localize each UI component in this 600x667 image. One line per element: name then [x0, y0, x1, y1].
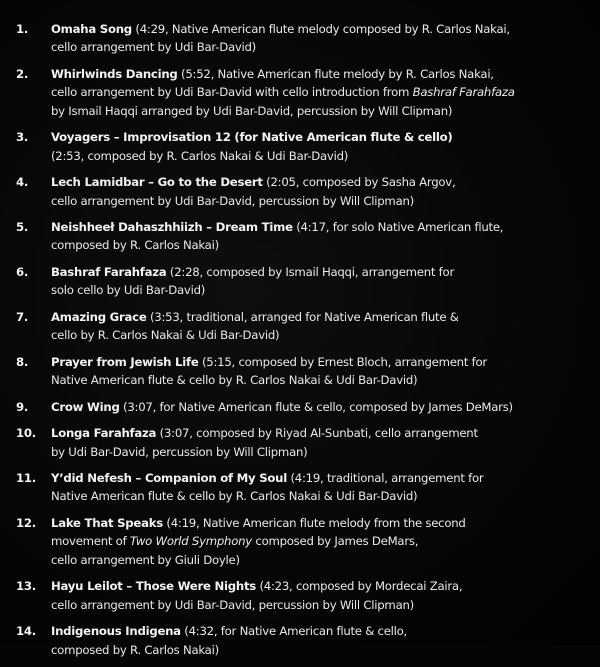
track-title: Lake That Speaks	[51, 515, 163, 530]
track-list	[16, 20, 586, 667]
track-text-line	[51, 128, 586, 146]
track-title: Voyagers – Improvisation 12 (for Native American flute & cello)	[51, 130, 453, 145]
track-item	[16, 353, 586, 390]
track-text-line	[51, 424, 586, 442]
track-details: (4:32, for Native American flute & cello,	[180, 624, 408, 639]
track-details: cello arrangement by Udi Bar-David, percussion by Will Clipman)	[51, 193, 414, 208]
work-title-italic: Bashraf Farahfaza	[412, 85, 515, 100]
track-details: (3:07, composed by Riyad Al-Sunbati, cello arrangement	[156, 426, 478, 441]
track-details: (3:53, traditional, arranged for Native American flute &	[146, 309, 459, 324]
track-number: 12.	[16, 515, 36, 530]
track-text-line	[51, 218, 586, 236]
track-number: 9.	[16, 399, 29, 414]
track-text-line	[51, 398, 586, 416]
track-number: 3.	[16, 130, 29, 145]
track-number: 2.	[16, 66, 29, 81]
track-number: 10.	[16, 426, 36, 441]
track-text-line	[51, 622, 586, 640]
track-details: cello by R. Carlos Nakai & Udi Bar-David)	[51, 328, 280, 343]
track-text-line	[51, 596, 586, 614]
track-item	[16, 424, 586, 461]
track-text-line	[51, 308, 586, 326]
track-item	[16, 514, 586, 569]
track-text-line	[51, 326, 586, 344]
track-text-line	[51, 281, 586, 299]
track-text-line	[51, 102, 586, 120]
track-number: 4.	[16, 175, 29, 190]
track-details: Native American flute & cello by R. Carlos Nakai & Udi Bar-David)	[51, 373, 418, 388]
track-details: solo cello by Udi Bar-David)	[51, 283, 206, 298]
track-number: 8.	[16, 354, 29, 369]
track-text-line	[51, 20, 586, 38]
track-title: Lech Lamidbar – Go to the Desert	[51, 175, 263, 190]
track-details: composed by R. Carlos Nakai)	[51, 642, 219, 657]
track-text-line	[51, 83, 586, 101]
track-item	[16, 622, 586, 659]
track-number: 14.	[16, 624, 36, 639]
track-number: 1.	[16, 22, 29, 36]
track-item	[16, 128, 586, 165]
track-details: by Udi Bar-David, percussion by Will Clipman)	[51, 444, 308, 459]
track-title: Hayu Leilot – Those Were Nights	[51, 579, 257, 594]
track-number: 5.	[16, 220, 29, 235]
track-title: Whirlwinds Dancing	[51, 66, 178, 81]
track-number: 7.	[16, 309, 29, 324]
track-details: composed by James DeMars,	[251, 534, 419, 549]
track-details: composed by R. Carlos Nakai)	[51, 238, 219, 253]
track-text-line	[51, 65, 586, 83]
track-details: (2:53, composed by R. Carlos Nakai & Udi Bar-David)	[51, 148, 349, 163]
track-item	[16, 398, 586, 416]
track-details: Native American flute & cello by R. Carlos Nakai & Udi Bar-David)	[51, 489, 418, 504]
track-title: Bashraf Farahfaza	[51, 264, 167, 279]
track-details: cello arrangement by Udi Bar-David)	[51, 40, 256, 55]
track-title: Neishheeł Dahaszhhiizh – Dream Time	[51, 220, 293, 235]
track-item	[16, 577, 586, 614]
track-number: 11.	[16, 471, 36, 486]
track-text-line	[51, 469, 586, 487]
track-title: Omaha Song	[51, 22, 132, 36]
track-text-line	[51, 514, 586, 532]
track-title: Prayer from Jewish Life	[51, 354, 199, 369]
track-text-line	[51, 353, 586, 371]
track-text-line	[51, 532, 586, 550]
track-details: cello arrangement by Giuli Doyle)	[51, 552, 240, 567]
track-details: (5:52, Native American flute melody by R. Carlos Nakai,	[177, 66, 494, 81]
track-item	[16, 20, 586, 57]
track-text-line	[51, 173, 586, 191]
track-details: cello arrangement by Udi Bar-David, percussion by Will Clipman)	[51, 597, 414, 612]
track-details: (4:23, composed by Mordecai Zaira,	[256, 579, 463, 594]
track-number: 6.	[16, 264, 29, 279]
track-text-line	[51, 38, 586, 56]
track-title: Indigenous Indigena	[51, 624, 181, 639]
track-details: (4:29, Native American flute melody composed by R. Carlos Nakai,	[131, 22, 510, 36]
track-details: movement of	[51, 534, 130, 549]
track-title: Amazing Grace	[51, 309, 147, 324]
track-details: by Ismail Haqqi arranged by Udi Bar-David, percussion by Will Clipman)	[51, 103, 453, 118]
track-text-line	[51, 551, 586, 569]
track-details: (4:19, Native American flute melody from the second	[162, 515, 466, 530]
work-title-italic: Two World Symphony	[129, 534, 252, 549]
track-title: Y’did Nefesh – Companion of My Soul	[51, 471, 287, 486]
track-text-line	[51, 147, 586, 165]
track-title: Crow Wing	[51, 399, 120, 414]
track-number: 13.	[16, 579, 36, 594]
track-item	[16, 173, 586, 210]
track-item	[16, 263, 586, 300]
track-title: Longa Farahfaza	[51, 426, 157, 441]
track-text-line	[51, 371, 586, 389]
track-item	[16, 65, 586, 120]
track-text-line	[51, 443, 586, 461]
track-details: (4:19, traditional, arrangement for	[287, 471, 484, 486]
track-details: (2:28, composed by Ismail Haqqi, arrangement for	[166, 264, 455, 279]
track-item	[16, 218, 586, 255]
track-details: (2:05, composed by Sasha Argov,	[262, 175, 456, 190]
track-text-line	[51, 577, 586, 595]
track-text-line	[51, 236, 586, 254]
track-details: (5:15, composed by Ernest Bloch, arrangement for	[198, 354, 487, 369]
track-text-line	[51, 263, 586, 281]
track-details: cello arrangement by Udi Bar-David with cello introduction from	[51, 85, 413, 100]
track-text-line	[51, 487, 586, 505]
track-details: (3:07, for Native American flute & cello, composed by James DeMars)	[119, 399, 513, 414]
track-details: (4:17, for solo Native American flute,	[292, 220, 504, 235]
track-item	[16, 469, 586, 506]
track-text-line	[51, 192, 586, 210]
track-item	[16, 308, 586, 345]
track-text-line	[51, 641, 586, 659]
